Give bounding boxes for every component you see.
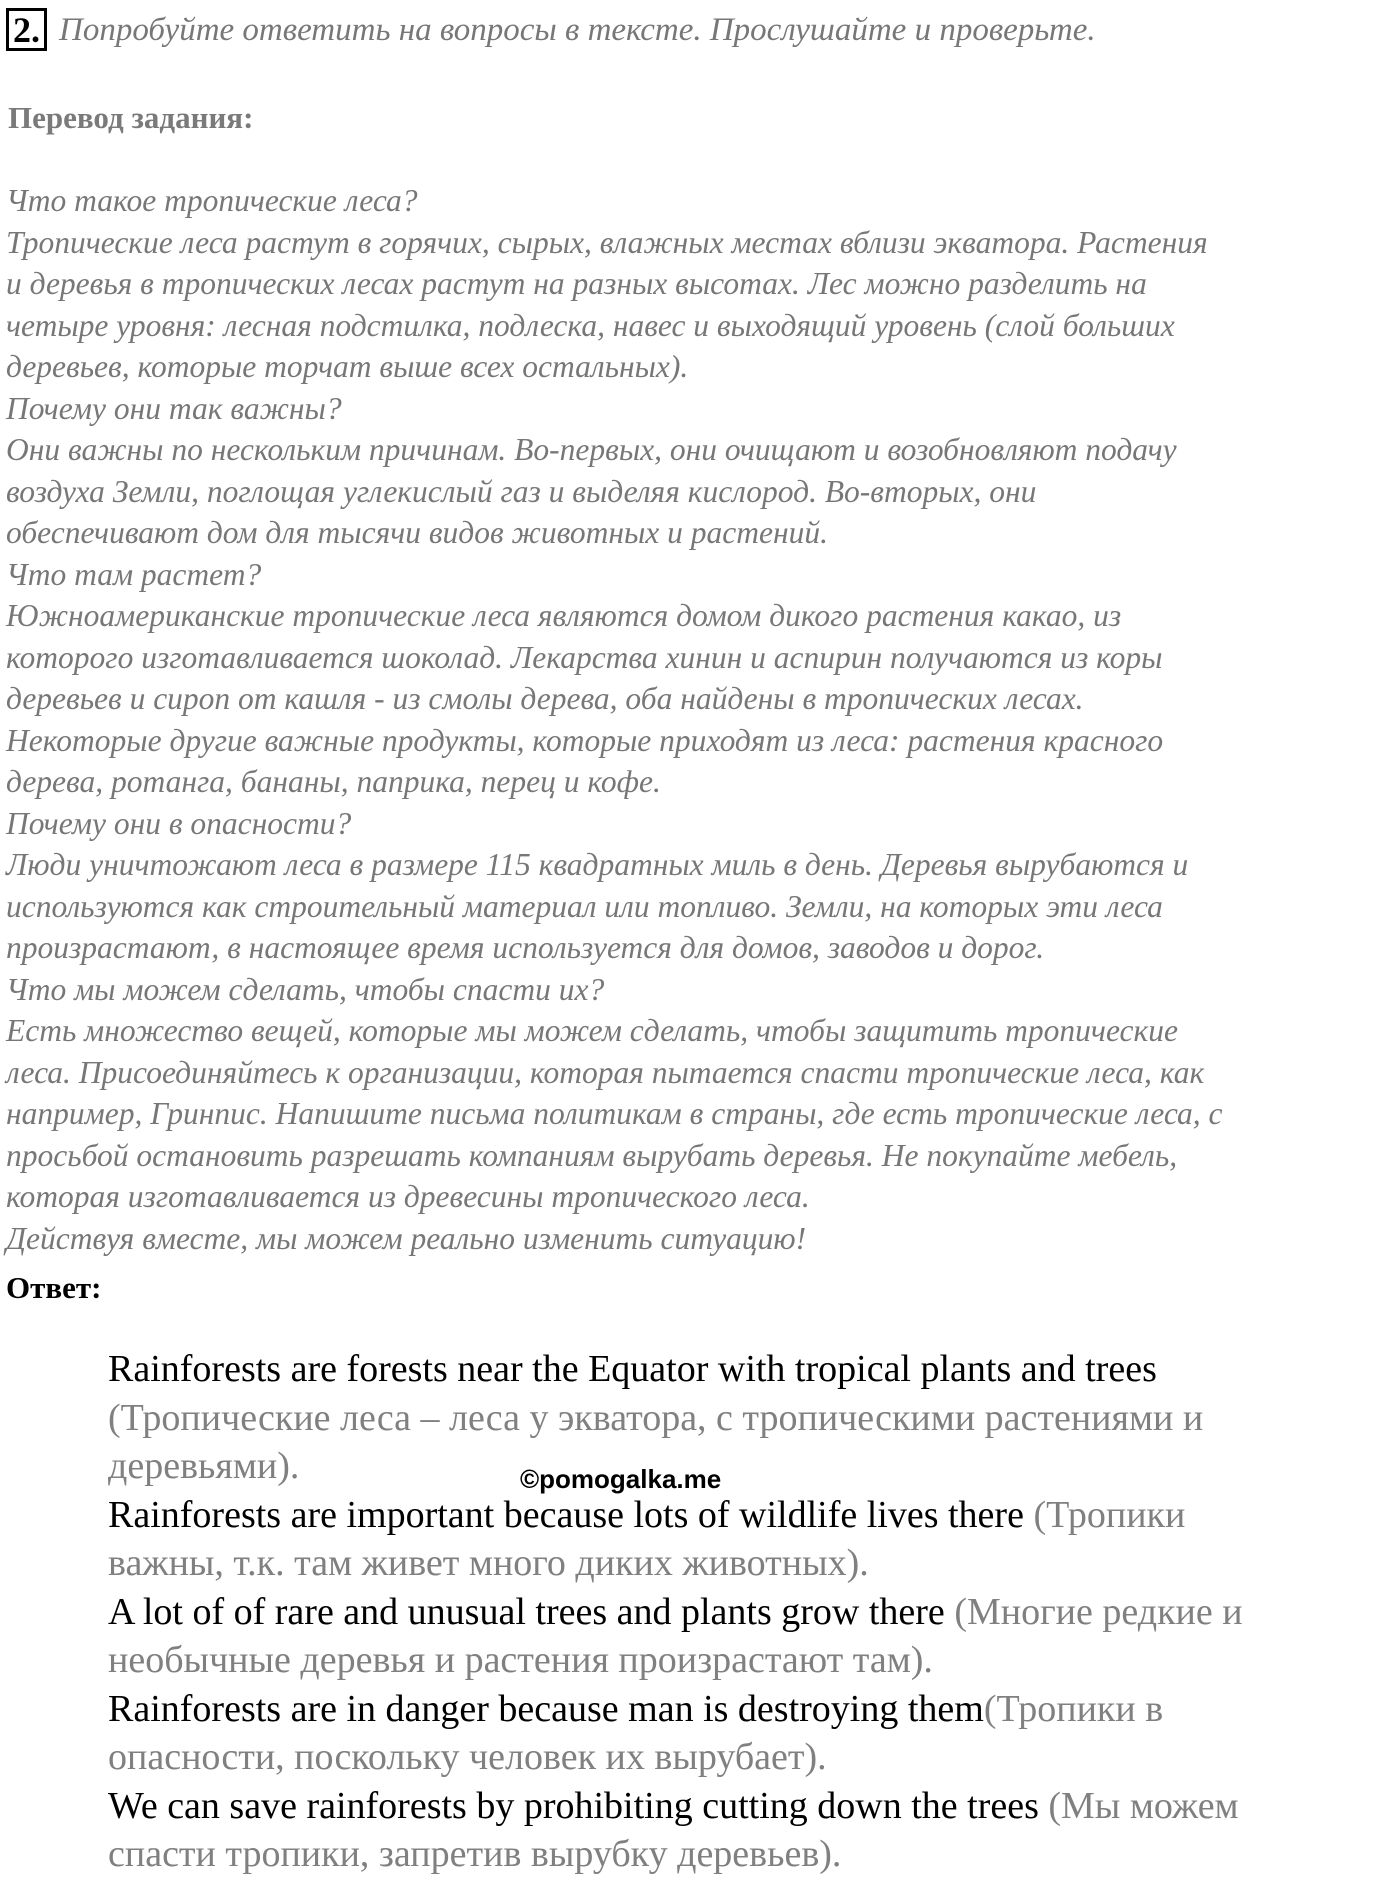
answer-russian: (Многие редкие и <box>954 1590 1243 1633</box>
answer-line <box>108 1539 1388 1588</box>
translation-line: леса. Присоединяйтесь к организации, которая пытается спасти тропические леса, как <box>6 1054 1205 1090</box>
answer-russian: (Тропики в <box>983 1687 1164 1730</box>
translation-title: Перевод задания: <box>8 100 254 135</box>
answer-line <box>108 1782 1388 1831</box>
translation-line: воздуха Земли, поглощая углекислый газ и выделяя кислород. Во-вторых, они <box>6 473 1037 509</box>
translation-line: Что там растет? <box>6 556 262 592</box>
answer-russian: необычные деревья и растения произрастают там). <box>108 1639 933 1681</box>
answer-english: Rainforests are forests near the Equator with tropical plants and trees <box>108 1348 1157 1390</box>
answer-russian: деревьями). <box>108 1445 300 1487</box>
answer-russian: важны, т.к. там живет много диких животных). <box>108 1542 869 1584</box>
translation-line: дерева, ротанга, бананы, паприка, перец и кофе. <box>6 764 661 799</box>
answer-english: We can save rainforests by prohibiting cutting down the trees <box>108 1784 1049 1827</box>
answer-russian: (Мы можем <box>1048 1784 1239 1827</box>
task-header <box>6 8 1096 51</box>
answer-line <box>108 1588 1388 1637</box>
translation-line: которого изготавливается шоколад. Лекарства хинин и аспирин получаются из коры <box>6 639 1163 675</box>
translation-line: Что такое тропические леса? <box>6 183 418 218</box>
translation-line: Южноамериканские тропические леса являются домом дикого растения какао, из <box>6 598 1122 633</box>
translation-line: четыре уровня: лесная подстилка, подлеска, навес и выходящий уровень (слой больших <box>6 307 1175 343</box>
translation-line: деревьев и сироп от кашля - из смолы дерева, оба найдены в тропических лесах. <box>6 681 1084 716</box>
translation-line: Некоторые другие важные продукты, которые приходят из леса: растения красного <box>6 722 1164 758</box>
task-number: 2. <box>6 8 47 51</box>
answer-line <box>108 1491 1388 1540</box>
answer-english: A lot of of rare and unusual trees and plants grow there <box>108 1590 955 1633</box>
translation-line: обеспечивают дом для тысячи видов животных и растений. <box>6 515 828 550</box>
translation-line: Они важны по нескольким причинам. Во-первых, они очищают и возобновляют подачу <box>6 432 1177 467</box>
answer-line <box>108 1685 1388 1734</box>
answer-russian: (Тропики <box>1033 1493 1186 1536</box>
answer-text <box>108 1345 1388 1879</box>
answer-russian: (Тропические леса – леса у экватора, с тропическими растениями и <box>108 1396 1204 1439</box>
answer-line <box>108 1733 1388 1782</box>
answer-english: Rainforests are in danger because man is destroying them <box>108 1687 984 1730</box>
translation-line: и деревья в тропических лесах растут на разных высотах. Лес можно разделить на <box>6 266 1147 301</box>
translation-line: например, Гринпис. Напишите письма политикам в страны, где есть тропические леса, с <box>6 1096 1223 1131</box>
translation-line: Люди уничтожают леса в размере 115 квадратных миль в день. Деревья вырубаются и <box>6 847 1189 882</box>
answer-line <box>108 1636 1388 1685</box>
translation-line: Почему они в опасности? <box>6 805 352 841</box>
translation-line: просьбой остановить разрешать компаниям вырубать деревья. Не покупайте мебель, <box>6 1137 1178 1173</box>
translation-line: которая изготавливается из древесины тропического леса. <box>6 1179 810 1214</box>
translation-line: Действуя вместе, мы можем реально изменить ситуацию! <box>6 1220 807 1256</box>
answer-line <box>108 1442 1388 1491</box>
answer-russian: спасти тропики, запретив вырубку деревьев). <box>108 1833 842 1875</box>
translation-line: произрастают, в настоящее время используется для домов, заводов и дорог. <box>6 930 1045 965</box>
answer-line <box>108 1394 1388 1443</box>
translation-line: Почему они так важны? <box>6 390 342 426</box>
translation-line: Тропические леса растут в горячих, сырых, влажных местах вблизи экватора. Растения <box>6 224 1208 260</box>
watermark: ©pomogalka.me <box>520 1464 722 1494</box>
translation-line: Что мы можем сделать, чтобы спасти их? <box>6 971 605 1007</box>
answer-title: Ответ: <box>6 1270 102 1305</box>
translation-line: используются как строительный материал или топливо. Земли, на которых эти леса <box>6 888 1163 924</box>
translation-line: Есть множество вещей, которые мы можем сделать, чтобы защитить тропические <box>6 1013 1178 1048</box>
translation-text <box>6 180 1396 1259</box>
answer-russian: опасности, поскольку человек их вырубает). <box>108 1736 827 1778</box>
answer-line <box>108 1830 1388 1879</box>
answer-english: Rainforests are important because lots of wildlife lives there <box>108 1493 1034 1536</box>
translation-line: деревьев, которые торчат выше всех остальных). <box>6 349 689 384</box>
answer-line <box>108 1345 1388 1394</box>
task-instruction: Попробуйте ответить на вопросы в тексте. Прослушайте и проверьте. <box>59 11 1096 48</box>
